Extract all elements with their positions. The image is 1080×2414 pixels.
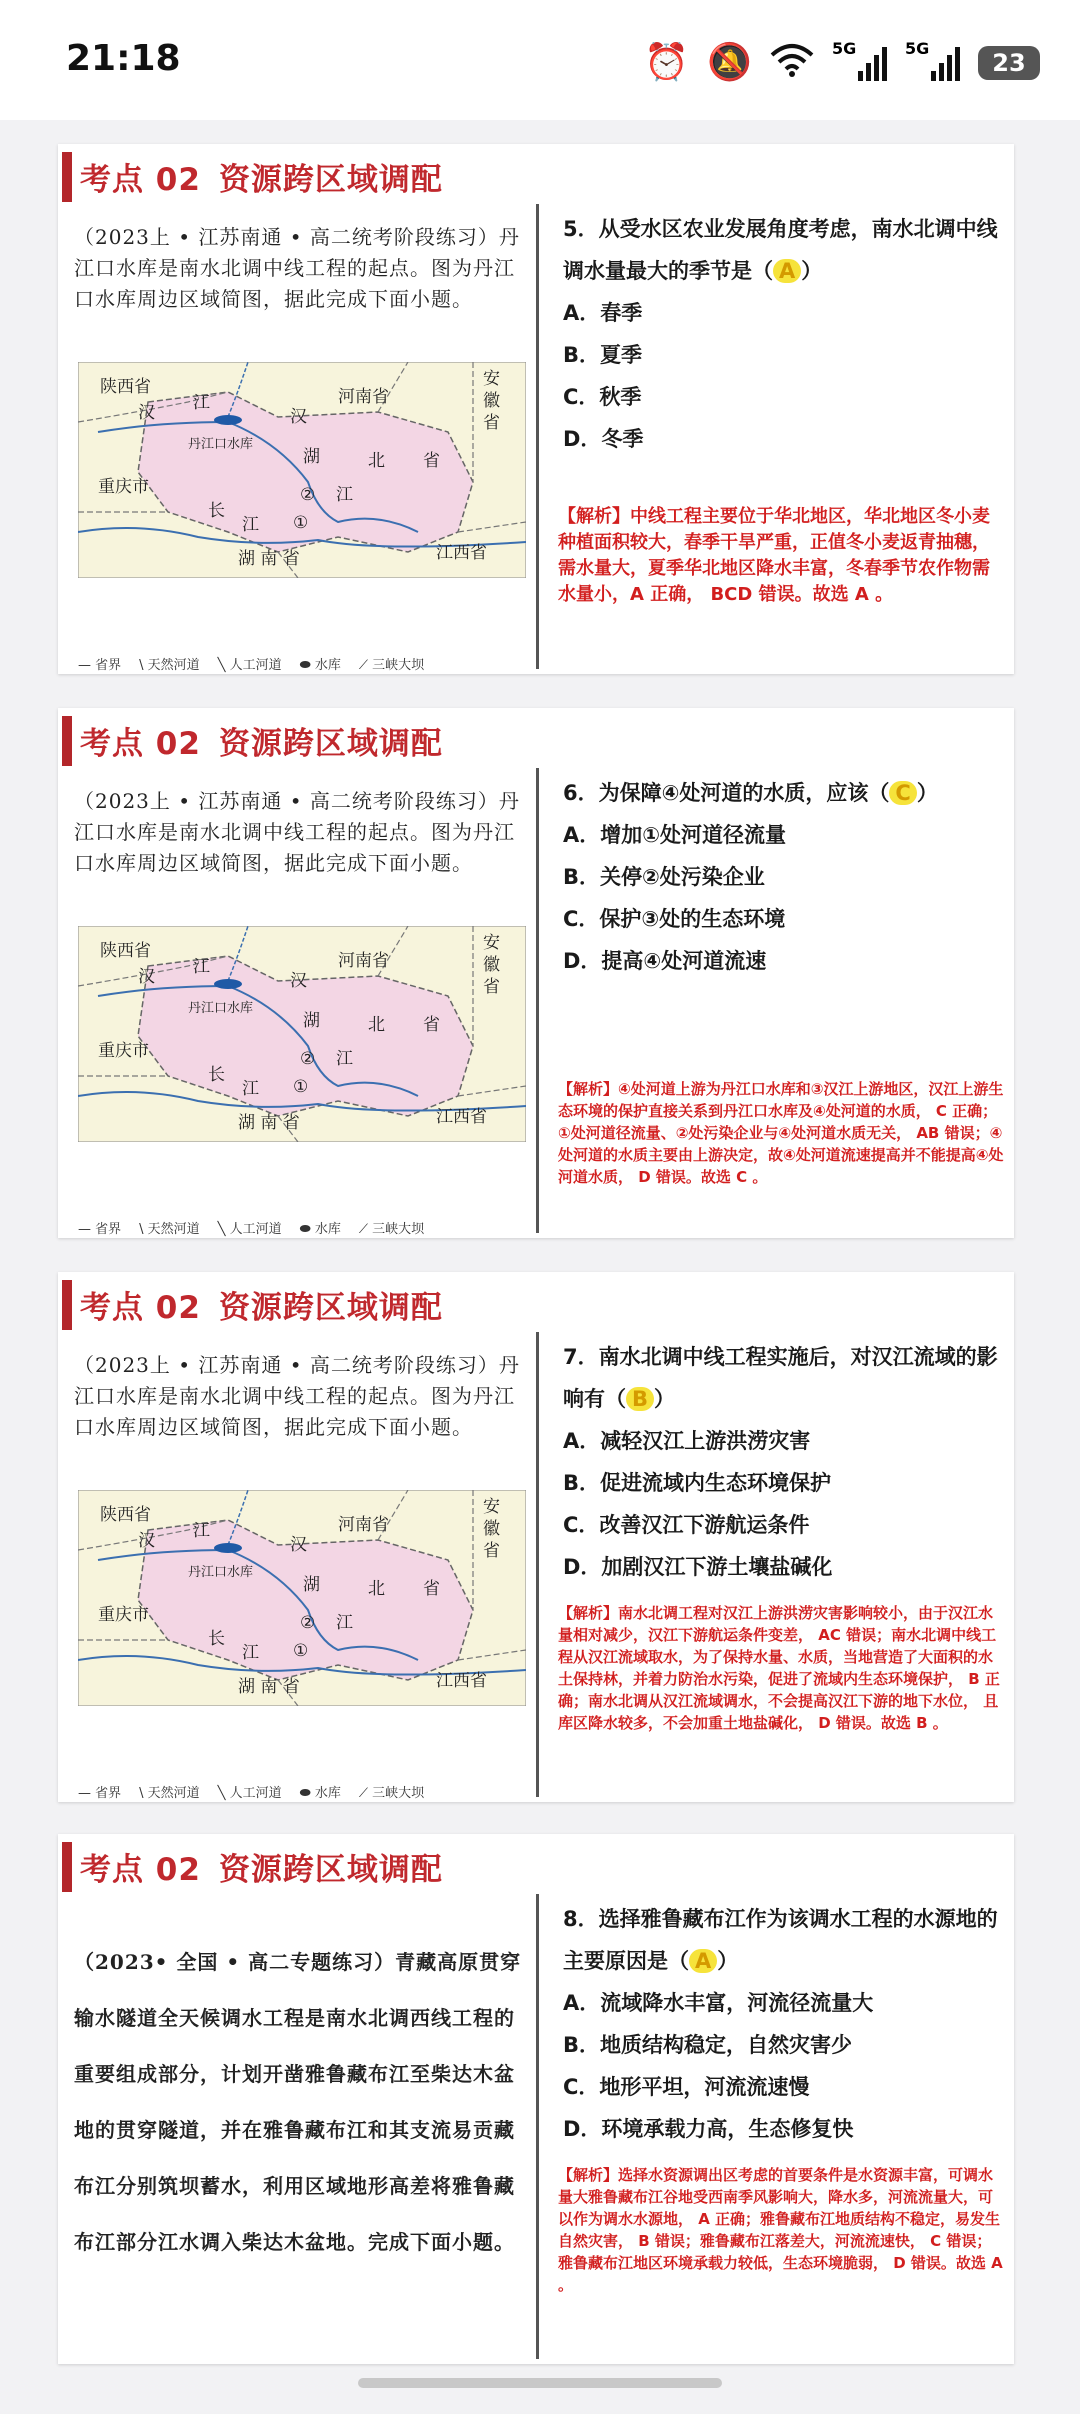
map-label-han2: 汉 xyxy=(290,1535,307,1555)
map-label-chongqing: 重庆市 xyxy=(98,1041,149,1061)
map-label-chongqing: 重庆市 xyxy=(98,1605,149,1625)
passage-text: （2023上 • 江苏南通 • 高二统考阶段练习）丹江口水库是南水北调中线工程的起点。图为丹江口水库周边区域简图，据此完成下面小题。 xyxy=(74,1353,520,1439)
map-label-shaanxi: 陕西省 xyxy=(100,941,151,961)
net-label-1: 5G xyxy=(832,39,857,58)
map-label-jiang1: 江 xyxy=(193,393,210,413)
map-label-jiang3: 江 xyxy=(336,1049,353,1069)
map-label-henan: 河南省 xyxy=(338,951,389,971)
slide-card-7 xyxy=(58,1272,1014,1802)
card-topic-number: 考点 02 xyxy=(80,726,201,762)
option-a: A．流域降水丰富，河流径流量大 xyxy=(563,1991,874,2015)
legend-item: — 省界 xyxy=(78,657,122,673)
map-label-han1: 汉 xyxy=(138,1531,155,1551)
options-list xyxy=(563,292,1003,460)
map-label-hu: 湖 xyxy=(303,447,320,467)
option-d: D．环境承载力高，生态修复快 xyxy=(563,2117,854,2141)
map-label-reservoir: 丹江口水库 xyxy=(188,1565,254,1580)
question-text: 8．选择雅鲁藏布江作为该调水工程的水源地的主要原因是（ A ） xyxy=(563,1907,998,1973)
map-label-hunan: 湖 南 省 xyxy=(238,549,300,569)
map-label-jiang2: 江 xyxy=(242,1079,259,1099)
answer-mark: A xyxy=(689,1949,717,1973)
card-header xyxy=(58,1834,1014,1894)
map-label-anhui1: 安 xyxy=(483,1497,500,1517)
map-label-jiang3: 江 xyxy=(336,485,353,505)
map-label-n2: ② xyxy=(300,485,316,505)
option-d: D．冬季 xyxy=(563,427,644,451)
card-topic-number: 考点 02 xyxy=(80,1852,201,1888)
map-label-n1: ① xyxy=(293,1077,309,1097)
map-label-bei: 北 xyxy=(368,451,385,471)
option-c: C．保护③处的生态环境 xyxy=(563,907,786,931)
card-topic-number: 考点 02 xyxy=(80,162,201,198)
map-label-n2: ② xyxy=(300,1613,316,1633)
map-legend xyxy=(78,1216,526,1238)
map-label-henan: 河南省 xyxy=(338,387,389,407)
options-list xyxy=(563,814,1003,982)
card-topic-title: 资源跨区域调配 xyxy=(218,726,443,762)
map-legend xyxy=(78,652,526,674)
analysis-text: 【解析】④处河道上游为丹江口水库和③汉江上游地区，汉江上游生态环境的保护直接关系到丹江口水库及④处河道的水质， C 正确；①处河道径流量、②处污染企业与④处河道水质无关， AB 错误；④处河道的水质主要由上游决定，故④处河道流速提高并不能提高④处河道水质， D 错误。故选 C 。 xyxy=(558,1080,1004,1186)
map-label-han1: 汉 xyxy=(138,967,155,987)
alarm-icon: ⏰ xyxy=(644,42,690,83)
map-label-hu: 湖 xyxy=(303,1011,320,1031)
legend-item: — 省界 xyxy=(78,1785,122,1801)
map-label-anhui2: 徽 xyxy=(483,955,500,975)
map-legend xyxy=(78,1780,526,1802)
reservoir-icon xyxy=(214,1543,242,1553)
option-b: B．关停②处污染企业 xyxy=(563,865,765,889)
map-label-shaanxi: 陕西省 xyxy=(100,1505,151,1525)
option-d: D．提高④处河道流速 xyxy=(563,949,767,973)
option-c: C．地形平坦，河流流速慢 xyxy=(563,2075,810,2099)
status-bar xyxy=(0,0,1080,120)
legend-item: ⟋ 三峡大坝 xyxy=(358,1221,425,1237)
map-label-reservoir: 丹江口水库 xyxy=(188,1001,254,1016)
legend-item: ⬬ 水库 xyxy=(299,1785,341,1801)
map-label-sheng: 省 xyxy=(423,451,440,471)
region-map xyxy=(78,1490,526,1706)
card-header xyxy=(58,1272,1014,1332)
map-label-han2: 汉 xyxy=(290,407,307,427)
question-text: 6．为保障④处河道的水质，应该（ C ） xyxy=(563,781,938,805)
map-label-hunan: 湖 南 省 xyxy=(238,1677,300,1697)
home-indicator[interactable] xyxy=(358,2378,722,2388)
passage-text: （2023上 • 江苏南通 • 高二统考阶段练习）丹江口水库是南水北调中线工程的起点。图为丹江口水库周边区域简图，据此完成下面小题。 xyxy=(74,225,520,311)
slide-card-8 xyxy=(58,1834,1014,2364)
map-label-jiangxi: 江西省 xyxy=(436,1671,487,1691)
reservoir-icon xyxy=(214,979,242,989)
map-label-han2: 汉 xyxy=(290,971,307,991)
legend-item: ⬬ 水库 xyxy=(299,657,341,673)
card-topic-title: 资源跨区域调配 xyxy=(218,162,443,198)
status-icons xyxy=(644,38,1040,88)
legend-item: ╲ 人工河道 xyxy=(217,1785,282,1801)
mute-icon: 🔕 xyxy=(707,42,752,83)
map-label-jiang1: 江 xyxy=(193,1521,210,1541)
map-label-jiang1: 江 xyxy=(193,957,210,977)
option-b: B．夏季 xyxy=(563,343,643,367)
answer-mark: B xyxy=(626,1387,654,1411)
card-header xyxy=(58,708,1014,768)
net-label-2: 5G xyxy=(905,39,930,58)
map-label-bei: 北 xyxy=(368,1015,385,1035)
answer-mark: C xyxy=(889,781,916,805)
map-label-jiang3: 江 xyxy=(336,1613,353,1633)
map-label-jiangxi: 江西省 xyxy=(436,543,487,563)
map-label-sheng: 省 xyxy=(423,1579,440,1599)
map-label-chang: 长 xyxy=(208,1629,225,1649)
card-topic-number: 考点 02 xyxy=(80,1290,201,1326)
legend-item: ⟋ 三峡大坝 xyxy=(358,1785,425,1801)
map-label-hunan: 湖 南 省 xyxy=(238,1113,300,1133)
map-label-bei: 北 xyxy=(368,1579,385,1599)
option-a: A．增加①处河道径流量 xyxy=(563,823,787,847)
map-label-anhui1: 安 xyxy=(483,933,500,953)
options-list xyxy=(563,1420,1003,1588)
map-label-sheng: 省 xyxy=(423,1015,440,1035)
map-label-n2: ② xyxy=(300,1049,316,1069)
card-topic-title: 资源跨区域调配 xyxy=(218,1290,443,1326)
card-header xyxy=(58,144,1014,204)
legend-item: ⟋ 三峡大坝 xyxy=(358,657,425,673)
options-list xyxy=(563,1982,1003,2150)
option-b: B．地质结构稳定，自然灾害少 xyxy=(563,2033,853,2057)
card-topic-title: 资源跨区域调配 xyxy=(218,1852,443,1888)
question-text: 5．从受水区农业发展角度考虑，南水北调中线调水量最大的季节是（ A ） xyxy=(563,217,998,283)
map-label-n1: ① xyxy=(293,1641,309,1661)
analysis-text: 【解析】选择水资源调出区考虑的首要条件是水资源丰富，可调水量大雅鲁藏布江谷地受西南季风影响大，降水多，河流流量大，可以作为调水水源地， A 正确；雅鲁藏布江地质结构不稳定，易发生自然灾害， B 错误；雅鲁藏布江落差大，河流流速快， C 错误；雅鲁藏布江地区环境承载力较低，生态环境脆弱， D 错误。故选 A 。 xyxy=(558,2166,1003,2294)
map-label-anhui1: 安 xyxy=(483,369,500,389)
map-label-anhui3: 省 xyxy=(483,1541,500,1561)
passage-text: （2023上 • 江苏南通 • 高二统考阶段练习）丹江口水库是南水北调中线工程的起点。图为丹江口水库周边区域简图，据此完成下面小题。 xyxy=(74,789,520,875)
map-label-anhui2: 徽 xyxy=(483,391,500,411)
map-label-jiangxi: 江西省 xyxy=(436,1107,487,1127)
map-label-reservoir: 丹江口水库 xyxy=(188,437,254,452)
answer-mark: A xyxy=(773,259,801,283)
signal-icon-1 xyxy=(832,39,887,81)
map-label-jiang2: 江 xyxy=(242,515,259,535)
map-label-chang: 长 xyxy=(208,501,225,521)
passage-text: （2023• 全国 • 高二专题练习）青藏高原贯穿输水隧道全天候调水工程是南水北调西线工程的重要组成部分，计划开凿雅鲁藏布江至柴达木盆地的贯穿隧道，并在雅鲁藏布江和其支流易贡藏布江分别筑坝蓄水，利用区域地形高差将雅鲁藏布江部分江水调入柴达木盆地。完成下面小题。 xyxy=(74,1950,522,2254)
reservoir-icon xyxy=(214,415,242,425)
legend-item: \ 天然河道 xyxy=(139,1221,200,1237)
map-label-chang: 长 xyxy=(208,1065,225,1085)
region-map xyxy=(78,926,526,1142)
option-b: B．促进流域内生态环境保护 xyxy=(563,1471,832,1495)
legend-item: ╲ 人工河道 xyxy=(217,657,282,673)
analysis-text: 【解析】中线工程主要位于华北地区，华北地区冬小麦种植面积较大，春季干旱严重，正值冬小麦返青抽穗，需水量大，夏季华北地区降水丰富，冬春季节农作物需水量小，A 正确， BCD 错误。故选 A 。 xyxy=(558,506,990,605)
option-a: A．减轻汉江上游洪涝灾害 xyxy=(563,1429,811,1453)
question-text: 7．南水北调中线工程实施后，对汉江流域的影响有（ B ） xyxy=(563,1345,998,1411)
signal-icon-2 xyxy=(905,39,960,81)
legend-item: — 省界 xyxy=(78,1221,122,1237)
map-label-hu: 湖 xyxy=(303,1575,320,1595)
map-label-anhui3: 省 xyxy=(483,977,500,997)
legend-item: ╲ 人工河道 xyxy=(217,1221,282,1237)
slide-card-6 xyxy=(58,708,1014,1238)
analysis-text: 【解析】南水北调工程对汉江上游洪涝灾害影响较小，由于汉江水量相对减少，汉江下游航运条件变差， AC 错误；南水北调中线工程从汉江流域取水，为了保持水量、水质，当地营造了大面积的水土保持林，并着力防治水污染，促进了流域内生态环境保护， B 正确；南水北调从汉江流域调水，不会提高汉江下游的地下水位， 且库区降水较多，不会加重土地盐碱化， D 错误。故选 B 。 xyxy=(558,1604,1000,1732)
legend-item: ⬬ 水库 xyxy=(299,1221,341,1237)
map-label-henan: 河南省 xyxy=(338,1515,389,1535)
legend-item: \ 天然河道 xyxy=(139,1785,200,1801)
slide-card-5 xyxy=(58,144,1014,674)
status-time: 21:18 xyxy=(66,38,181,79)
map-label-jiang2: 江 xyxy=(242,1643,259,1663)
map-label-shaanxi: 陕西省 xyxy=(100,377,151,397)
option-c: C．改善汉江下游航运条件 xyxy=(563,1513,810,1537)
map-label-anhui3: 省 xyxy=(483,413,500,433)
map-label-n1: ① xyxy=(293,513,309,533)
option-c: C．秋季 xyxy=(563,385,642,409)
map-label-han1: 汉 xyxy=(138,403,155,423)
map-label-chongqing: 重庆市 xyxy=(98,477,149,497)
map-label-anhui2: 徽 xyxy=(483,1519,500,1539)
option-d: D．加剧汉江下游土壤盐碱化 xyxy=(563,1555,833,1579)
region-map xyxy=(78,362,526,578)
battery-icon: 23 xyxy=(978,46,1040,80)
wifi-icon xyxy=(770,43,814,84)
option-a: A．春季 xyxy=(563,301,643,325)
legend-item: \ 天然河道 xyxy=(139,657,200,673)
